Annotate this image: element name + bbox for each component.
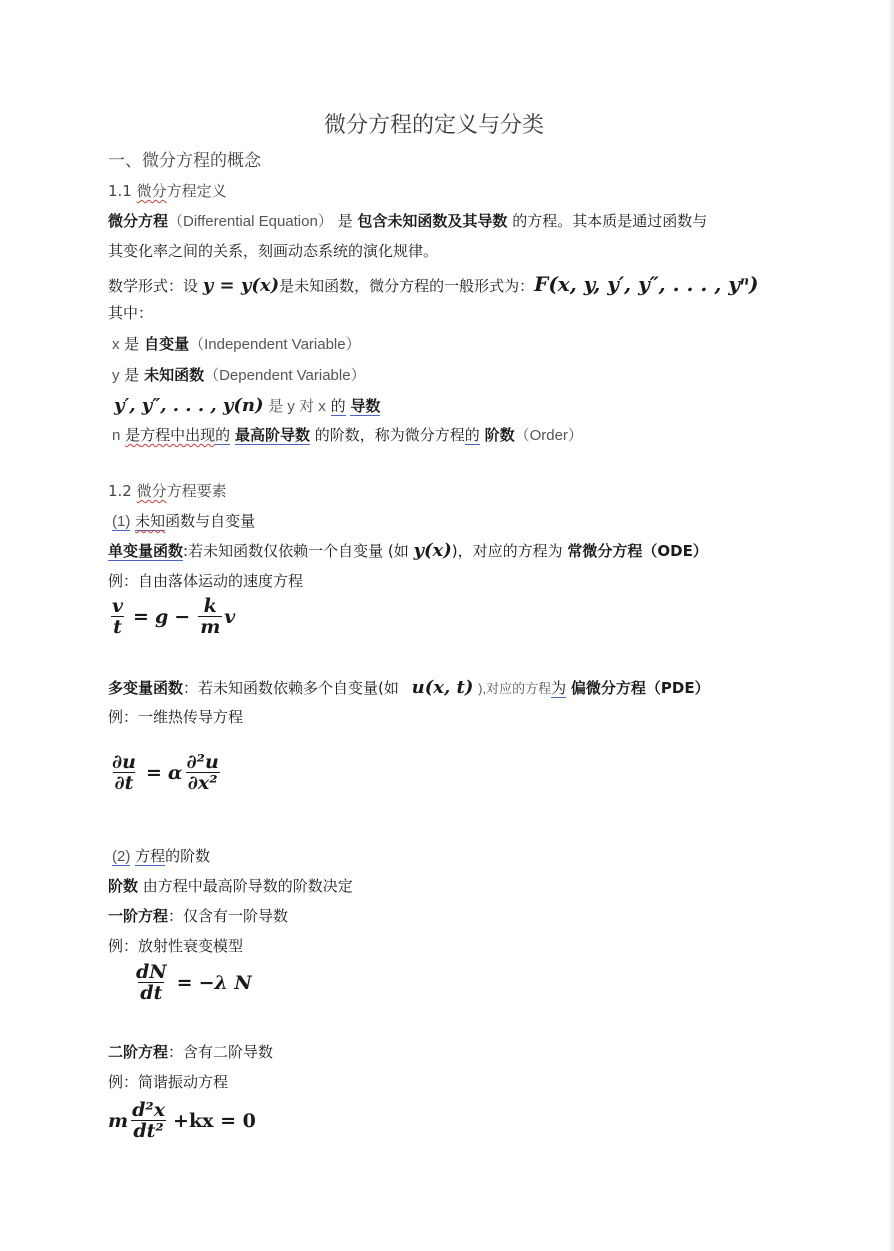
alpha-symbol: α <box>167 761 183 784</box>
equals-sign: = <box>133 605 149 628</box>
second-term: 二阶方程 <box>108 1043 169 1061</box>
document-title: 微分方程的定义与分类 <box>323 113 544 138</box>
n-var: n <box>112 427 121 444</box>
first-term: 一阶方程 <box>108 907 169 925</box>
example-3-label: 例：放射性衰变模型 <box>108 937 244 955</box>
multi-variable-line <box>108 675 710 702</box>
single-colon: : <box>183 542 189 560</box>
single-term: 单变量函数 <box>108 542 184 560</box>
multi-type: 偏微分方程（PDE） <box>570 679 710 697</box>
y-is: 是 <box>124 366 140 384</box>
section-heading-1: 一、微分方程的概念 <box>108 151 261 171</box>
single-math: y(x) <box>413 540 452 561</box>
fraction-du-dt <box>110 752 138 793</box>
point-1-heading <box>112 510 255 533</box>
first-order-line <box>108 905 288 927</box>
fraction-v-over-t <box>110 596 125 637</box>
fraction-d2x-dt2 <box>130 1100 167 1141</box>
multi-term: 多变量函数 <box>108 679 184 697</box>
fraction-numerator: k <box>203 595 217 617</box>
oscillator-tail: +kx = 0 <box>173 1109 256 1132</box>
single-text: 若未知函数仅依赖一个自变量 (如 <box>188 542 409 560</box>
fraction-denominator: dt² <box>133 1120 164 1142</box>
fraction-numerator: ∂²u <box>186 751 219 773</box>
equals-sign: = <box>145 761 162 784</box>
y-var: y <box>112 367 120 384</box>
fraction-k-over-m <box>198 596 222 637</box>
example-2-label: 例：一维热传导方程 <box>108 708 244 726</box>
math-form-eq2: F(x, y, y′, y″, . . . , yⁿ) <box>534 272 759 296</box>
equals-sign: = <box>176 971 193 994</box>
equation-heat <box>108 752 223 793</box>
first-text: ：仅含有一阶导数 <box>168 907 289 925</box>
fraction-numerator: ∂u <box>112 751 136 773</box>
fraction-denominator: t <box>113 616 122 638</box>
n-is: 是 <box>125 426 141 444</box>
y-definition <box>112 364 366 387</box>
mass-symbol: m <box>108 1109 129 1132</box>
subsection-1-1 <box>108 180 227 202</box>
example-4-label: 例：简谐振动方程 <box>108 1073 229 1091</box>
point-2-heading <box>112 845 210 868</box>
definition-key: 包含未知函数及其导数 <box>357 212 508 230</box>
equation-decay <box>132 962 252 1003</box>
fraction-d2u-dx2 <box>185 752 221 793</box>
math-form-prefix: 数学形式：设 <box>108 277 199 295</box>
subsection-word: 微分 <box>136 482 167 500</box>
fraction-denominator: ∂t <box>114 772 134 794</box>
derivative-definition <box>114 392 380 421</box>
second-order-line <box>108 1041 273 1063</box>
n-term2: 阶数 <box>484 426 515 444</box>
derivative-term: 导数 <box>350 397 381 415</box>
multi-text: 若未知函数依赖多个自变量(如 <box>198 679 399 697</box>
fraction-numerator: d²x <box>132 1099 166 1121</box>
point-1-number: (1) <box>112 513 131 530</box>
derivative-de: 的 <box>330 397 346 415</box>
gravity-symbol: g <box>154 605 169 628</box>
definition-english: （Differential Equation） <box>168 213 333 230</box>
math-form-eq1: y = y(x) <box>202 275 280 296</box>
point-1-wavy: 未知 <box>135 512 166 530</box>
subsection-number: 1.2 <box>108 482 137 500</box>
multi-wei: 为 <box>551 679 567 697</box>
equation-free-fall <box>108 596 235 637</box>
definition-tail: 的方程。其本质是通过函数与 <box>512 212 708 230</box>
definition-term: 微分方程 <box>108 212 169 230</box>
order-definition <box>112 424 583 447</box>
single-tail: )，对应的方程为 <box>451 542 563 560</box>
n-de2: 的 <box>464 426 480 444</box>
order-term: 阶数 <box>108 877 139 895</box>
derivative-math: y′, y″, . . . , y(n) <box>114 395 264 416</box>
y-term: 未知函数 <box>144 366 205 384</box>
fraction-denominator: m <box>200 616 221 638</box>
n-wavy: 方程中出现 <box>140 426 216 444</box>
definition-line-2: 其变化率之间的关系，刻画动态系统的演化规律。 <box>108 242 439 260</box>
y-english: （Dependent Variable） <box>204 367 366 384</box>
derivative-is: 是 y 对 x <box>268 398 326 415</box>
subsection-rest: 方程定义 <box>166 182 227 200</box>
point-2-rest: 的阶数 <box>165 847 211 865</box>
x-english: （Independent Variable） <box>189 336 361 353</box>
fraction-numerator: v <box>112 595 124 617</box>
fraction-dN-dt <box>134 962 169 1003</box>
order-text: 由方程中最高阶导数的阶数决定 <box>142 877 353 895</box>
subsection-1-2 <box>108 480 227 502</box>
single-variable-line <box>108 538 708 564</box>
decay-rhs: −λ N <box>198 971 252 994</box>
multi-tail: ),对应的方程 <box>478 681 552 696</box>
velocity-symbol: v <box>224 605 236 628</box>
fraction-denominator: dt <box>140 982 163 1004</box>
n-de: 的 <box>215 426 231 444</box>
page-edge <box>888 0 894 1251</box>
subsection-rest: 方程要素 <box>166 482 227 500</box>
point-2-under: 方程 <box>135 847 166 865</box>
multi-math: u(x, t) <box>411 677 474 698</box>
example-1-label: 例：自由落体运动的速度方程 <box>108 572 304 590</box>
definition-line-1 <box>108 210 707 233</box>
fraction-denominator: ∂x² <box>187 772 218 794</box>
definition-is: 是 <box>337 212 353 230</box>
multi-colon: ： <box>183 679 199 697</box>
fraction-numerator: dN <box>136 961 167 983</box>
single-type: 常微分方程（ODE） <box>567 542 708 560</box>
math-form-mid: 是未知函数，微分方程的一般形式为： <box>279 277 535 295</box>
subsection-word: 微分 <box>136 182 167 200</box>
equation-oscillator <box>108 1100 256 1141</box>
math-form-line <box>108 269 759 301</box>
point-1-rest: 函数与自变量 <box>165 512 256 530</box>
n-term: 最高阶导数 <box>234 426 310 444</box>
x-is: 是 <box>124 335 140 353</box>
second-text: ：含有二阶导数 <box>168 1043 274 1061</box>
x-term: 自变量 <box>144 335 190 353</box>
n-mid: 的阶数，称为微分方程 <box>314 426 465 444</box>
n-english: （Order） <box>514 427 583 444</box>
minus-sign: − <box>174 605 191 628</box>
where-label: 其中： <box>108 304 154 322</box>
point-2-number: (2) <box>112 848 131 865</box>
order-line <box>108 875 353 897</box>
subsection-number: 1.1 <box>108 182 137 200</box>
x-var: x <box>112 336 120 353</box>
x-definition <box>112 333 361 356</box>
